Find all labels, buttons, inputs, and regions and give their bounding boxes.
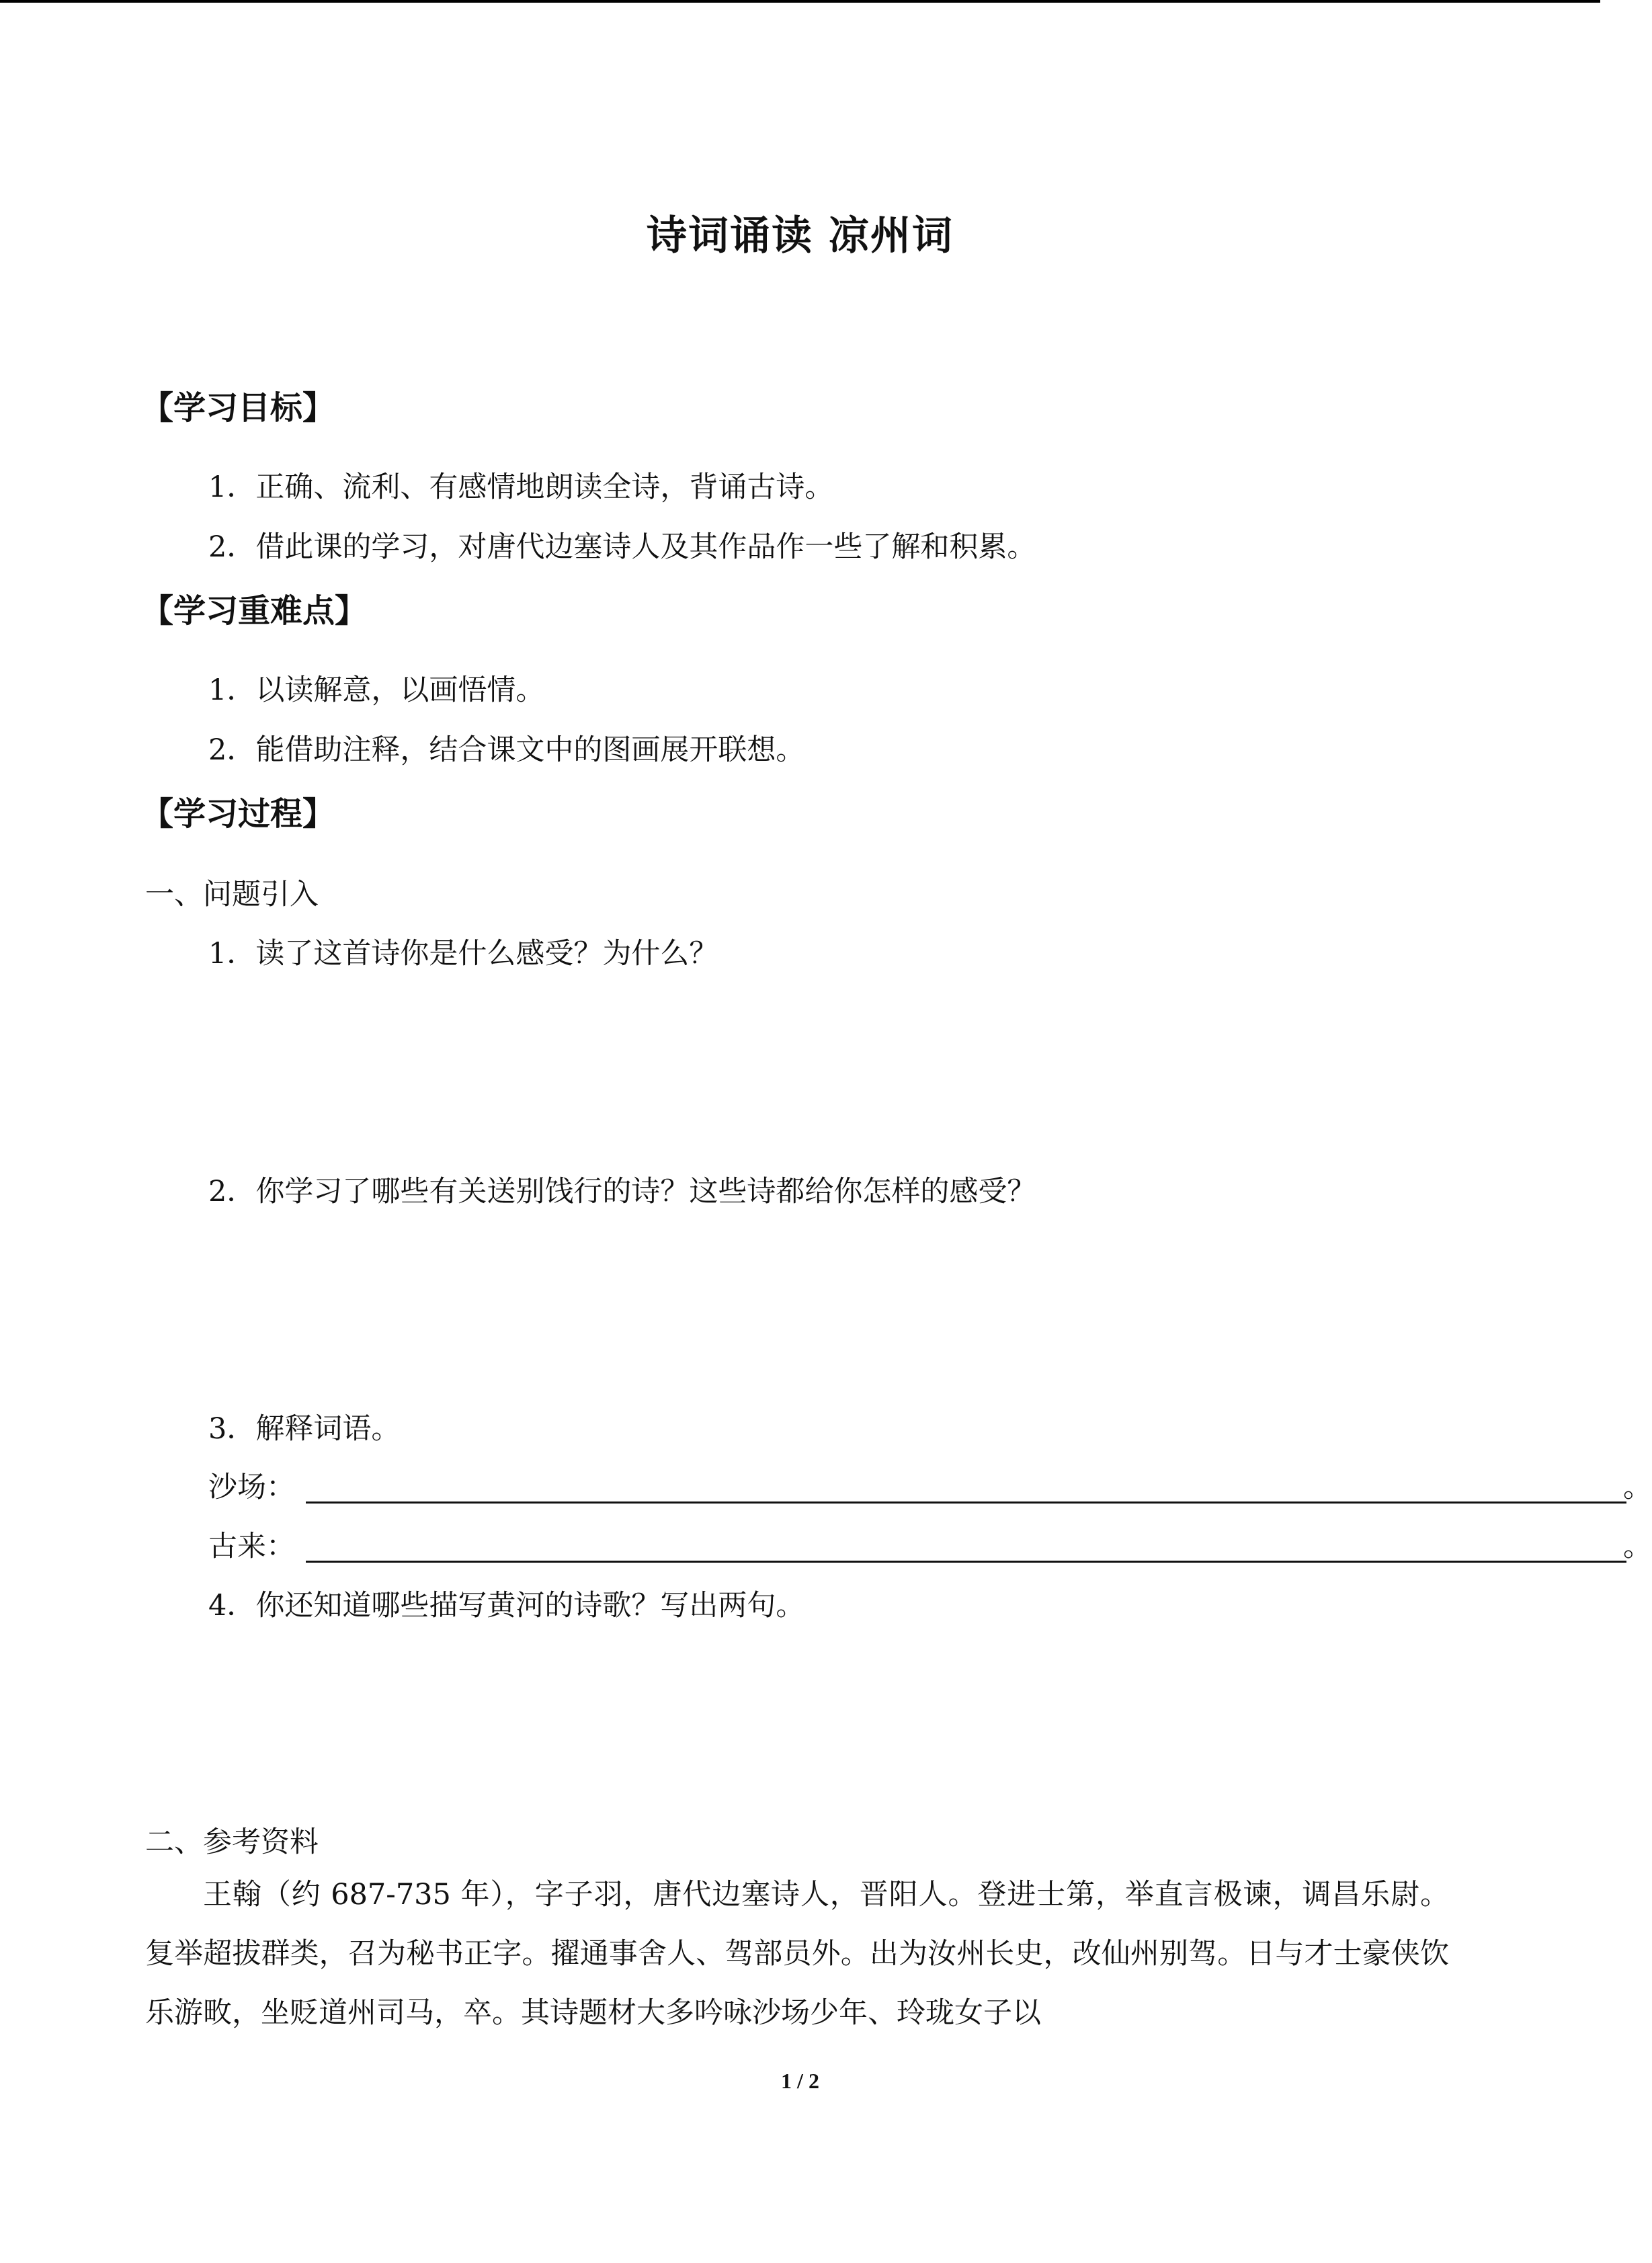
question-4: 4．你还知道哪些描写黄河的诗歌？写出两句。 xyxy=(208,1589,805,1622)
goal-item-1: 1．正确、流利、有感情地朗读全诗，背诵古诗。 xyxy=(208,470,834,504)
focus-heading: 【学习重难点】 xyxy=(141,592,368,630)
fill-row-shachang xyxy=(208,1467,1652,1508)
page-title: 诗词诵读 凉州词 xyxy=(647,212,954,259)
fill-row-gulai xyxy=(208,1526,1652,1567)
question-1: 1．读了这首诗你是什么感受？为什么？ xyxy=(208,937,718,971)
part2-title: 二、参考资料 xyxy=(145,1825,319,1859)
period-mark: 。 xyxy=(1623,1530,1652,1563)
top-border xyxy=(0,0,1600,3)
period-mark: 。 xyxy=(1623,1471,1652,1504)
process-heading: 【学习过程】 xyxy=(141,795,335,833)
question-3: 3．解释词语。 xyxy=(208,1412,401,1446)
part1-title: 一、问题引入 xyxy=(145,878,319,911)
goals-heading: 【学习目标】 xyxy=(141,389,335,427)
word-label-shachang: 沙场： xyxy=(208,1471,295,1504)
answer-blank-gulai[interactable] xyxy=(306,1561,1626,1563)
word-label-gulai: 古来： xyxy=(208,1530,295,1563)
answer-blank-shachang[interactable] xyxy=(306,1501,1626,1504)
page-number: 1 / 2 xyxy=(781,2069,819,2093)
question-2: 2．你学习了哪些有关送别饯行的诗？这些诗都给你怎样的感受？ xyxy=(208,1175,1036,1208)
focus-item-1: 1．以读解意，以画悟情。 xyxy=(208,673,545,707)
goal-item-2: 2．借此课的学习，对唐代边塞诗人及其作品作一些了解和积累。 xyxy=(208,530,1036,564)
reference-paragraph: 王翰（约 687-735 年），字子羽，唐代边塞诗人，晋阳人。登进士第，举直言极谏，调昌乐尉。复举超拔群类，召为秘书正字。擢通事舍人、驾部员外。出为汝州长史，改仙州别驾。日与才士豪侠饮乐游畋，坐贬道州司马，卒。其诗题材大多吟咏沙场少年、玲珑女子以 xyxy=(145,1878,1449,2030)
focus-item-2: 2．能借助注释，结合课文中的图画展开联想。 xyxy=(208,733,805,767)
